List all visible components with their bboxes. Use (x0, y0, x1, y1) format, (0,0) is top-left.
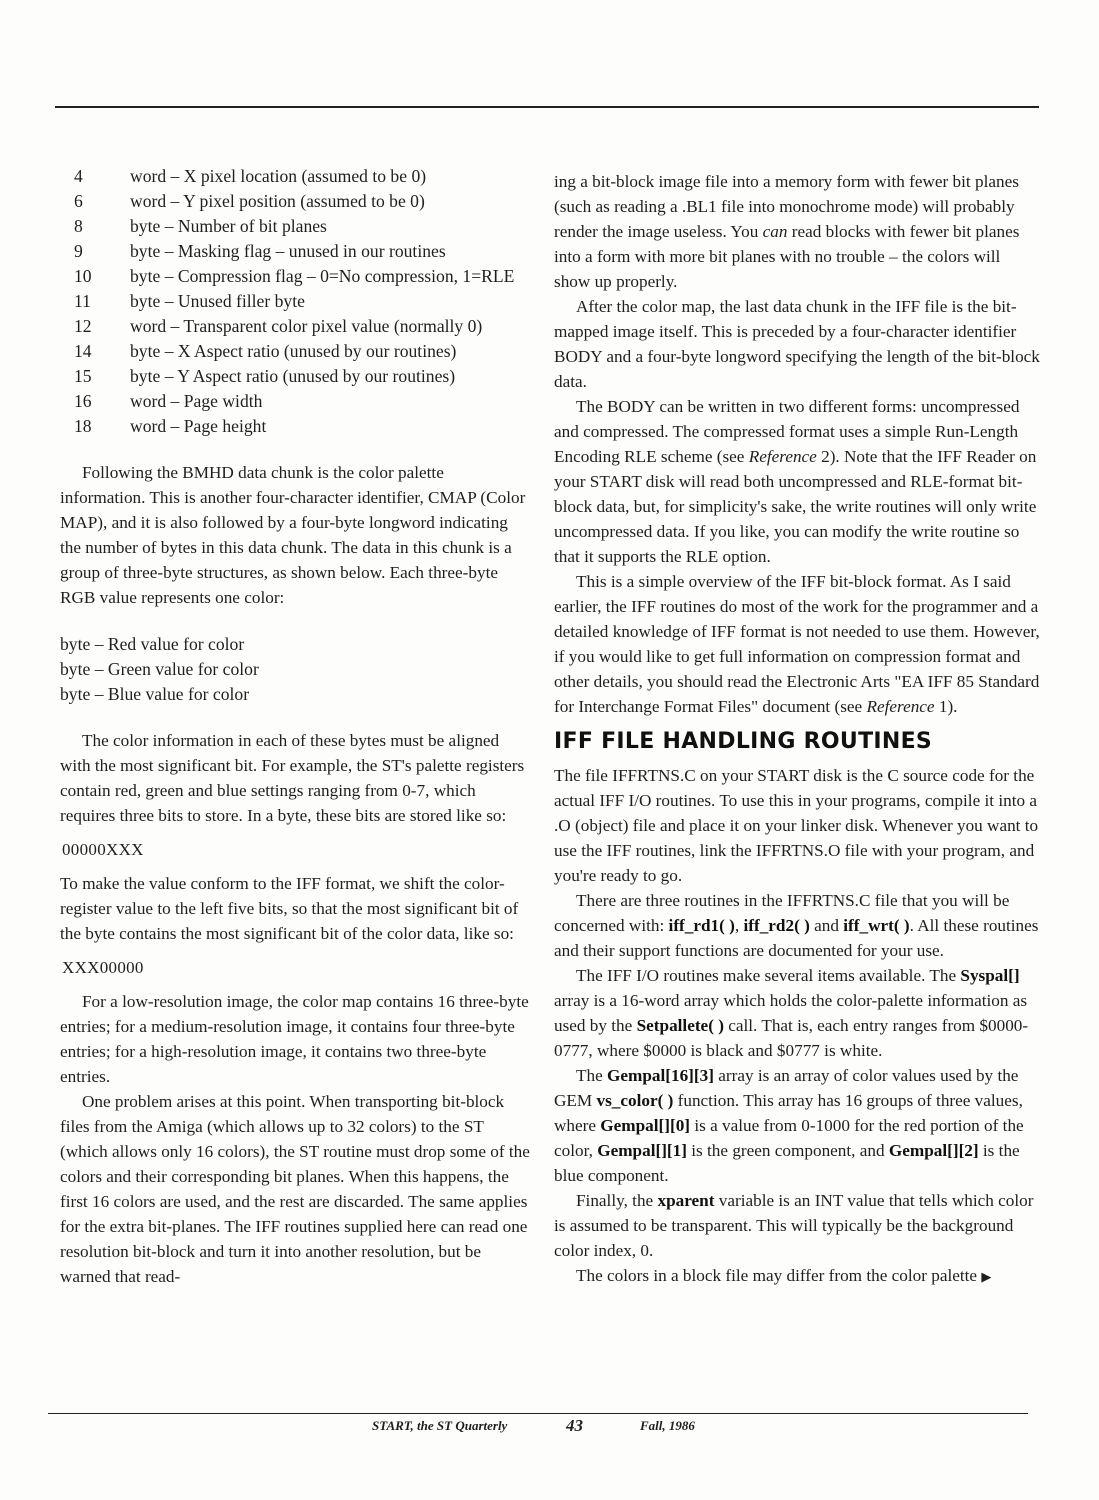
bmhd-field-row (74, 189, 514, 214)
bmhd-offset: 18 (74, 416, 92, 436)
right-column (554, 169, 1040, 1289)
footer-magazine: START, the ST Quarterly (372, 1418, 508, 1433)
bmhd-offset: 9 (74, 241, 83, 261)
amiga-paragraph: One problem arises at this point. When transporting bit-block files from the Amiga (which allows up to 32 colors) to the ST (which allows only 16 colors), the ST routine must drop some of the colors and their corresponding bit planes. When this happens, the first 16 colors are used, and the rest are discarded. The same applies for the extra bit-planes. The IFF routines supplied here can read one resolution bit-block and turn it into another resolution, but be warned that read- (60, 1092, 530, 1286)
bmhd-field-row (74, 389, 514, 414)
compression-paragraph: The BODY can be written in two different forms: uncompressed and compressed. The compressed format uses a simple Run-Length Encoding RLE scheme (see Reference 2). Note that the IFF Reader on your START disk will read both uncompressed and RLE-format bit-block data, but, for simplicity's sake, the write routines will only write uncompressed data. If you like, you can modify the write routine so that it supports the RLE option. (554, 397, 1037, 566)
bmhd-field-row (74, 264, 514, 289)
code-example-2: XXX00000 (62, 958, 144, 977)
bmhd-field-row (74, 214, 514, 239)
resolution-paragraph: For a low-resolution image, the color map contains 16 three-byte entries; for a medium-resolution image, it contains four three-byte entries; for a high-resolution image, it contains two three-byte entries. (60, 992, 529, 1086)
bmhd-description: word – Page width (130, 391, 263, 411)
bmhd-description: word – Page height (130, 416, 267, 436)
shift-paragraph: To make the value conform to the IFF format, we shift the color-register value to the left five bits, so that the most significant bit of the byte contains the most significant bit of the color data, like so: (60, 874, 519, 943)
overview-paragraph: This is a simple overview of the IFF bit-block format. As I said earlier, the IFF routines do most of the work for the programmer and a detailed knowledge of IFF format is not needed to use them. However, if you would like to get full information on compression format and other details, you should read the Electronic Arts "EA IFF 85 Standard for Interchange Format Files" document (see Reference 1). (554, 572, 1040, 716)
code-example-1: 00000XXX (62, 840, 144, 859)
bmhd-offset: 15 (74, 366, 92, 386)
xparent-paragraph: Finally, the xparent variable is an INT value that tells which color is assumed to be transparent. This will typically be the background color index, 0. (554, 1191, 1034, 1260)
bmhd-field-row (74, 414, 514, 439)
footer-date: Fall, 1986 (640, 1418, 695, 1433)
bmhd-offset: 10 (74, 266, 92, 286)
bmhd-description: byte – Masking flag – unused in our routines (130, 241, 446, 261)
bottom-rule (48, 1413, 1028, 1414)
gempal-paragraph: The Gempal[16][3] array is an array of color values used by the GEM vs_color( ) function. This array has 16 groups of three values, where Gempal[][0] is a value from 0-1000 for the red portion of the color, Gempal[][1] is the green component, and Gempal[][2] is the blue component. (554, 1066, 1024, 1185)
rgb-byte-list (60, 632, 530, 707)
bmhd-offset: 4 (74, 166, 83, 186)
bmhd-description: word – Y pixel position (assumed to be 0) (130, 191, 425, 211)
routines-paragraph: There are three routines in the IFFRTNS.C file that you will be concerned with: iff_rd1( ), iff_rd2( ) and iff_wrt( ). All these routines and their support functions are documented for your use. (554, 891, 1039, 960)
bmhd-description: word – Transparent color pixel value (normally 0) (130, 316, 483, 336)
alignment-paragraph: The color information in each of these bytes must be aligned with the most significant bit. For example, the ST's palette registers contain red, green and blue settings ranging from 0-7, which requires three bits to store. In a byte, these bits are stored like so: (60, 731, 525, 825)
bmhd-offset: 16 (74, 391, 92, 411)
bmhd-field-row (74, 164, 514, 189)
top-rule (55, 106, 1039, 108)
iffrtns-paragraph: The file IFFRTNS.C on your START disk is the C source code for the actual IFF I/O routines. To use this in your programs, compile it into a .O (object) file and place it on your linker disk. Whenever you want to use the IFF routines, link the IFFRTNS.O file with your program, and you're ready to go. (554, 766, 1039, 885)
continued-paragraph: ing a bit-block image file into a memory form with fewer bit planes (such as reading a .BL1 file into monochrome mode) will probably render the image useless. You can read blocks with fewer bit planes into a form with more bit planes with no trouble – the colors will show up properly. (554, 172, 1020, 291)
bmhd-description: byte – Number of bit planes (130, 216, 327, 236)
rgb-byte-blue: byte – Blue value for color (60, 684, 250, 704)
bmhd-description: byte – Y Aspect ratio (unused by our routines) (130, 366, 456, 386)
cmap-paragraph: Following the BMHD data chunk is the color palette information. This is another four-character identifier, CMAP (Color MAP), and it is also followed by a four-byte longword indicating the number of bytes in this data chunk. The data in this chunk is a group of three-byte structures, as shown below. Each three-byte RGB value represents one color: (60, 463, 526, 607)
left-column (60, 164, 530, 1289)
bmhd-description: word – X pixel location (assumed to be 0) (130, 166, 427, 186)
bmhd-offset: 6 (74, 191, 83, 211)
bmhd-offset: 14 (74, 341, 92, 361)
rgb-byte-red: byte – Red value for color (60, 634, 245, 654)
body-chunk-paragraph: After the color map, the last data chunk in the IFF file is the bit-mapped image itself. This is preceded by a four-character identifier BODY and a four-byte longword specifying the length of the bit-block data. (554, 297, 1040, 391)
continue-arrow-icon: ▶ (981, 1269, 992, 1284)
bmhd-offset: 12 (74, 316, 92, 336)
footer-page-number: 43 (566, 1416, 583, 1435)
bmhd-description: byte – Compression flag – 0=No compression, 1=RLE (130, 266, 515, 286)
bmhd-field-row (74, 339, 514, 364)
bmhd-field-table (74, 164, 514, 439)
syspal-paragraph: The IFF I/O routines make several items available. The Syspal[] array is a 16-word array which holds the color-palette information as used by the Setpallete( ) call. That is, each entry ranges from $0000-0777, where $0000 is black and $0777 is white. (554, 966, 1029, 1060)
bmhd-offset: 8 (74, 216, 83, 236)
bmhd-field-row (74, 239, 514, 264)
bmhd-offset: 11 (74, 291, 91, 311)
rgb-byte-green: byte – Green value for color (60, 659, 259, 679)
bmhd-field-row (74, 289, 514, 314)
bmhd-description: byte – X Aspect ratio (unused by our routines) (130, 341, 457, 361)
bmhd-field-row (74, 364, 514, 389)
section-heading: IFF FILE HANDLING ROUTINES (554, 729, 933, 754)
colors-paragraph: The colors in a block file may differ from the color palette ▶ (576, 1266, 992, 1285)
bmhd-field-row (74, 314, 514, 339)
bmhd-description: byte – Unused filler byte (130, 291, 305, 311)
